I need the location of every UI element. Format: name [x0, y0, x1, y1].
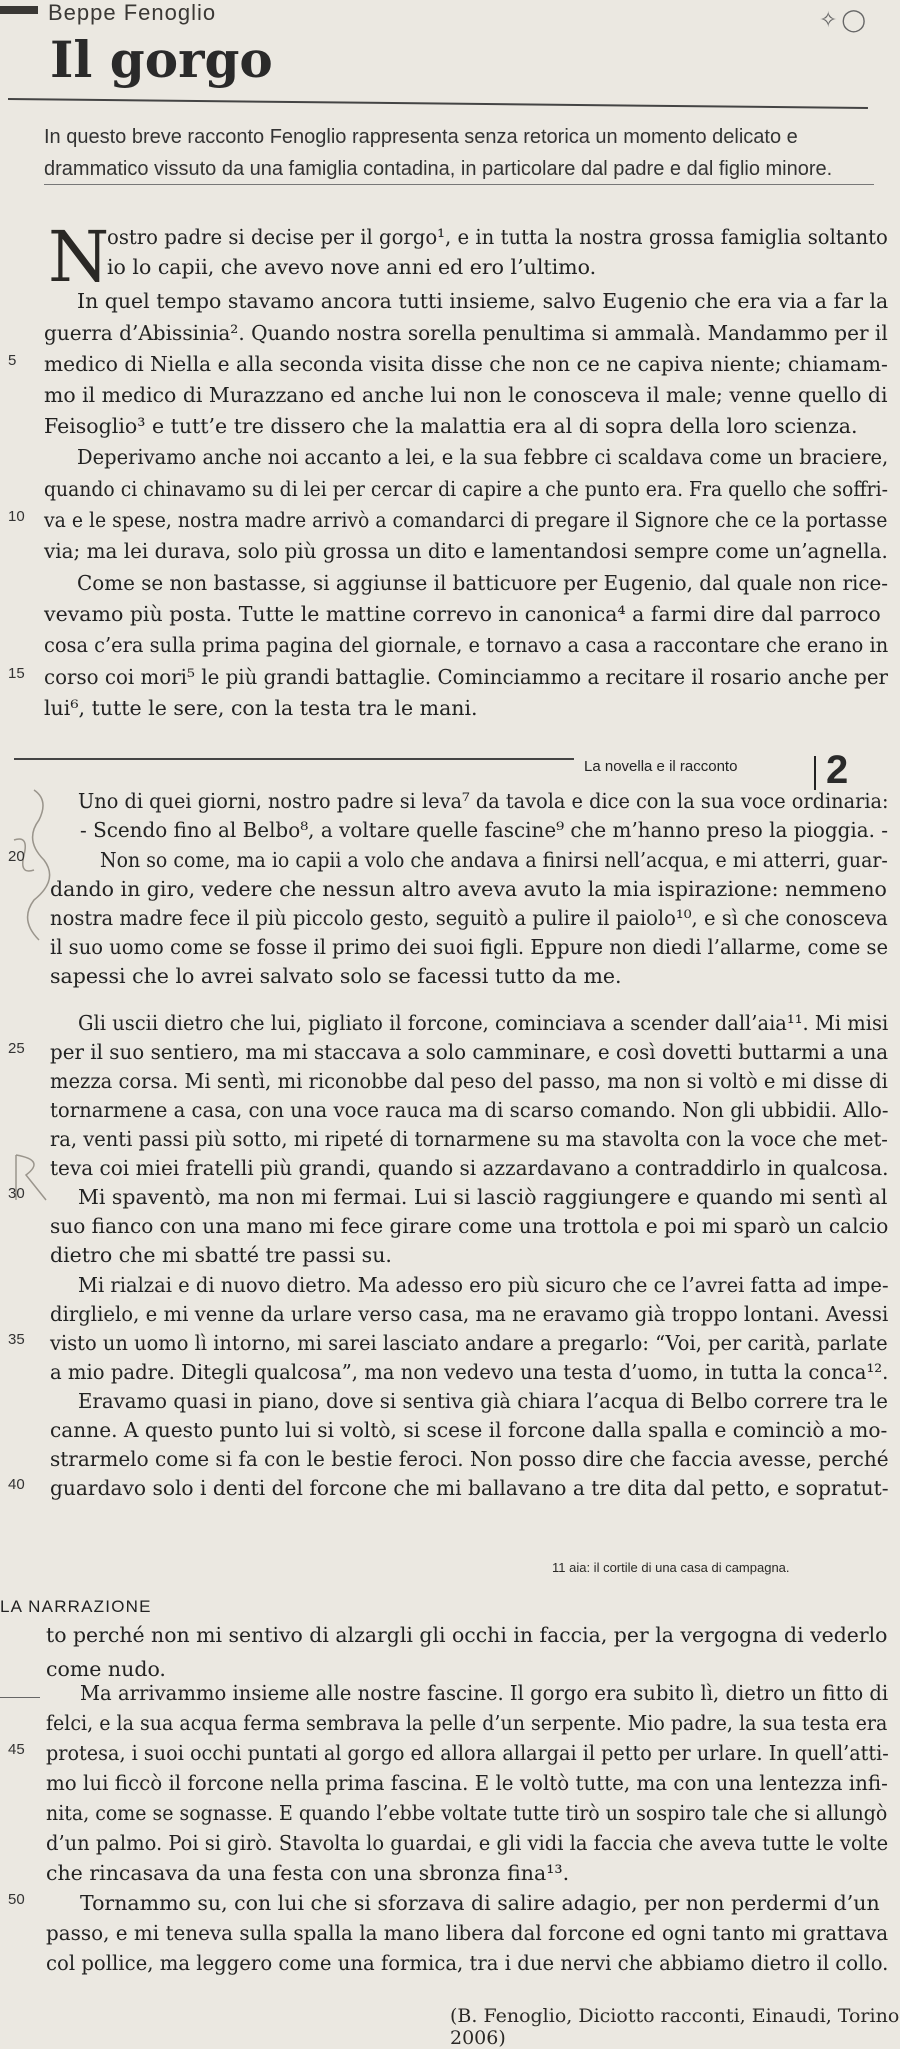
- text-line: strarmelo come si fa con le bestie feroci. Non posso dire che faccia avesse, perché: [50, 1447, 889, 1471]
- line-number: 15: [8, 665, 25, 682]
- text-line: mo il medico di Murazzano ed anche lui non le conosceva il male; venne quello di: [44, 383, 888, 407]
- chapter-tick: [814, 756, 816, 790]
- text-line: col pollice, ma leggero come una formica, tra i due nervi che abbiamo dietro il collo.: [46, 1951, 889, 1975]
- text-line: che rincasava da una festa con una sbronza fina¹³.: [46, 1861, 570, 1885]
- text-line: suo fianco con una mano mi fece girare come una trottola e poi mi sparò un calcio: [50, 1214, 889, 1238]
- text-line: vevamo più posta. Tutte le mattine correvo in canonica⁴ a farmi dire dal parroco: [44, 602, 881, 626]
- text-line: come nudo.: [46, 1657, 166, 1681]
- text-line: mo lui ficcò il forcone nella prima fascina. E le voltò tutte, ma con una lentezza infi-: [46, 1771, 888, 1795]
- text-line: il suo uomo come se fosse il primo dei suoi figli. Eppure non diedi l’allarme, come se: [50, 935, 889, 959]
- text-line: canne. A questo punto lui si voltò, si scese il forcone dalla spalla e cominciò a mo-: [50, 1418, 888, 1442]
- text-line: medico di Niella e alla seconda visita disse che non ce ne capiva niente; chiamam-: [44, 352, 888, 376]
- text-line: Mi spaventò, ma non mi fermai. Lui si lasciò raggiungere e quando mi sentì al: [78, 1185, 888, 1209]
- line-number: 10: [8, 508, 25, 525]
- line-number: 40: [8, 1476, 25, 1493]
- text-line: mezza corsa. Mi sentì, mi riconobbe dal peso del passo, ma non si voltò e mi disse di: [50, 1069, 888, 1093]
- text-line: sapessi che lo avrei salvato solo se facessi tutto da me.: [50, 964, 622, 988]
- text-line: va e le spese, nostra madre arrivò a comandarci di pregare il Signore che ce la portasse: [44, 508, 888, 532]
- text-line: felci, e la sua acqua ferma sembrava la pelle d’un serpente. Mio padre, la sua testa era: [46, 1711, 888, 1735]
- margin-rule: [0, 1697, 40, 1698]
- text-line: nita, come se sognasse. E quando l’ebbe voltate tutte tirò un sospiro tale che si allungò: [46, 1801, 888, 1825]
- author-name: Beppe Fenoglio: [48, 0, 217, 25]
- author-marker: [0, 6, 38, 14]
- text-line: teva coi miei fratelli più grandi, quando si azzardavano a contraddirlo in qualcosa.: [50, 1156, 889, 1180]
- chapter-label: La novella e il racconto: [584, 758, 738, 775]
- text-line: per il suo sentiero, ma mi staccava a solo camminare, e così dovetti buttarmi a una: [50, 1040, 889, 1064]
- sparkle-icon: ✧: [818, 8, 838, 33]
- text-line: Come se non bastasse, si aggiunse il batticuore per Eugenio, dal quale non rice-: [77, 571, 888, 595]
- text-line: Uno di quei giorni, nostro padre si leva⁷ da tavola e dice con la sua voce ordinaria:: [78, 789, 889, 813]
- footnote: 11 aia: il cortile di una casa di campagna.: [552, 1560, 790, 1575]
- text-line: Eravamo quasi in piano, dove si sentiva già chiara l’acqua di Belbo correre tra le: [78, 1389, 888, 1413]
- text-line: dirglielo, e mi venne da urlare verso casa, ma ne eravamo già troppo lontani. Avessi: [50, 1302, 889, 1326]
- line-number: 20: [8, 848, 25, 865]
- line-number: 25: [8, 1040, 25, 1057]
- intro-line: drammatico vissuto da una famiglia contadina, in particolare dal padre e dal figlio minore.: [44, 158, 833, 180]
- text-line: passo, e mi teneva sulla spalla la mano libera dal forcone ed ogni tanto mi grattava: [46, 1921, 889, 1945]
- line-number: 35: [8, 1331, 25, 1348]
- intro-divider: [44, 184, 874, 185]
- text-line: nostra madre fece il più piccolo gesto, seguitò a pulire il paiolo¹⁰, e sì che conosceva: [50, 906, 888, 930]
- text-line: Tornammo su, con lui che si sforzava di salire adagio, per non perdermi d’un: [80, 1891, 880, 1915]
- text-line: a mio padre. Ditegli qualcosa”, ma non vedevo una testa d’uomo, in tutta la conca¹².: [50, 1360, 889, 1384]
- text-line: ostro padre si decise per il gorgo¹, e in tutta la nostra grossa famiglia soltanto: [107, 225, 888, 249]
- text-line: guardavo solo i denti del forcone che mi ballavano a tre dita dal petto, e sopratut-: [50, 1476, 889, 1500]
- text-line: dietro che mi sbatté tre passi su.: [50, 1243, 392, 1267]
- text-line: to perché non mi sentivo di alzargli gli occhi in faccia, per la vergogna di vederlo: [46, 1623, 888, 1647]
- line-number: 5: [8, 352, 17, 369]
- text-line: quando ci chinavamo su di lei per cercar di capire a che punto era. Fra quello che soffri-: [44, 477, 888, 501]
- line-number: 30: [8, 1185, 25, 1202]
- text-line: Gli uscii dietro che lui, pigliato il forcone, cominciava a scender dall’aia¹¹. Mi misi: [78, 1011, 889, 1035]
- citation: (B. Fenoglio, Diciotto racconti, Einaudi, Torino 2006): [450, 2005, 900, 2049]
- section-label: LA NARRAZIONE: [0, 1597, 152, 1616]
- text-line: lui⁶, tutte le sere, con la testa tra le mani.: [44, 696, 478, 720]
- intro-line: In questo breve racconto Fenoglio rappresenta senza retorica un momento delicato e: [44, 126, 798, 148]
- line-number: 50: [8, 1891, 25, 1908]
- text-line: d’un palmo. Poi si girò. Stavolta lo guardai, e gli vidi la faccia che aveva tutte le volte: [46, 1831, 889, 1855]
- text-line: ra, venti passi più sotto, mi ripeté di tornarmene su ma stavolta con la voce che met-: [50, 1127, 888, 1151]
- text-line: Deperivamo anche noi accanto a lei, e la sua febbre ci scaldava come un braciere,: [77, 445, 889, 469]
- chapter-number: 2: [826, 748, 849, 792]
- text-line: guerra d’Abissinia². Quando nostra sorella penultima si ammalà. Mandammo per il: [44, 321, 888, 345]
- line-number: 45: [8, 1741, 25, 1758]
- page-title: Il gorgo: [50, 30, 273, 89]
- text-line: Feisoglio³ e tutt’e tre dissero che la malattia era al di sopra della loro scienza.: [44, 414, 858, 438]
- text-line: tornarmene a casa, con una voce rauca ma di scarso comando. Non gli ubbidii. Allo-: [50, 1098, 889, 1122]
- text-line: cosa c’era sulla prima pagina del giornale, e tornavo a casa a raccontare che erano in: [44, 633, 889, 657]
- text-line: Mi rialzai e di nuovo dietro. Ma adesso ero più sicuro che ce l’avrei fatta ad impe-: [78, 1273, 889, 1297]
- text-line: protesa, i suoi occhi puntati al gorgo ed allora allargai il petto per urlare. In quell’atti-: [46, 1741, 889, 1765]
- text-line: io lo capii, che avevo nove anni ed ero l’ultimo.: [107, 255, 597, 279]
- text-line: Non so come, ma io capii a volo che andava a finirsi nell’acqua, e mi atterri, guar-: [100, 848, 888, 872]
- circle-icon: ◯: [841, 8, 866, 33]
- text-line: - Scendo fino al Belbo⁸, a voltare quelle fascine⁹ che m’hanno preso la pioggia. -: [80, 818, 889, 842]
- text-line: via; ma lei durava, solo più grossa un dito e lamentandosi sempre come un’agnella.: [44, 539, 888, 563]
- text-line: Ma arrivammo insieme alle nostre fascine. Il gorgo era subito lì, dietro un fitto di: [80, 1681, 889, 1705]
- drop-cap: N: [48, 216, 110, 298]
- chapter-divider: [14, 758, 574, 760]
- intro-text: [44, 121, 884, 185]
- text-line: visto un uomo lì intorno, mi sarei lasciato andare a pregarlo: “Voi, per carità, parlate: [50, 1331, 888, 1355]
- title-divider: [8, 98, 868, 109]
- text-line: corso coi mori⁵ le più grandi battaglie. Cominciammo a recitare il rosario anche per: [44, 665, 889, 689]
- page-icons: [819, 8, 866, 33]
- text-line: dando in giro, vedere che nessun altro aveva avuto la mia ispirazione: nemmeno: [50, 877, 887, 901]
- text-line: In quel tempo stavamo ancora tutti insieme, salvo Eugenio che era via a far la: [77, 289, 889, 313]
